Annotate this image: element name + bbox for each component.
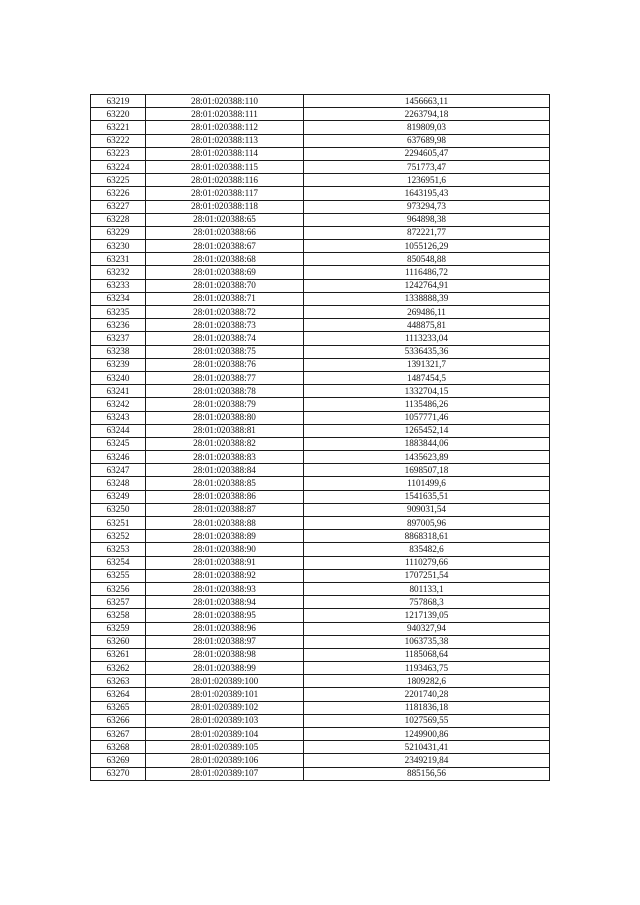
table-row (91, 332, 550, 345)
value-cell: 1883844,06 (304, 437, 550, 450)
table-row (91, 108, 550, 121)
table-row (91, 121, 550, 134)
table-row (91, 662, 550, 675)
row-number-cell: 63259 (91, 622, 146, 635)
table-row (91, 253, 550, 266)
cadastral-number-cell: 28:01:020388:88 (146, 517, 304, 530)
cadastral-number-cell: 28:01:020388:82 (146, 437, 304, 450)
table-row (91, 517, 550, 530)
value-cell: 269486,11 (304, 306, 550, 319)
cadastral-number-cell: 28:01:020388:99 (146, 662, 304, 675)
table-row (91, 609, 550, 622)
table-row (91, 240, 550, 253)
table-row (91, 437, 550, 450)
value-cell: 885156,56 (304, 767, 550, 780)
row-number-cell: 63260 (91, 635, 146, 648)
row-number-cell: 63258 (91, 609, 146, 622)
table-row (91, 95, 550, 108)
value-cell: 1217139,05 (304, 609, 550, 622)
value-cell: 964898,38 (304, 213, 550, 226)
value-cell: 1707251,54 (304, 569, 550, 582)
table-row (91, 292, 550, 305)
cadastral-number-cell: 28:01:020388:66 (146, 226, 304, 239)
table-row (91, 187, 550, 200)
table-row (91, 477, 550, 490)
cadastral-number-cell: 28:01:020388:65 (146, 213, 304, 226)
row-number-cell: 63235 (91, 306, 146, 319)
cadastral-number-cell: 28:01:020388:118 (146, 200, 304, 213)
table-row (91, 635, 550, 648)
value-cell: 5336435,36 (304, 345, 550, 358)
cadastral-number-cell: 28:01:020388:96 (146, 622, 304, 635)
table-row (91, 345, 550, 358)
row-number-cell: 63226 (91, 187, 146, 200)
table-row (91, 174, 550, 187)
row-number-cell: 63252 (91, 530, 146, 543)
row-number-cell: 63234 (91, 292, 146, 305)
cadastral-number-cell: 28:01:020388:117 (146, 187, 304, 200)
cadastral-number-cell: 28:01:020388:77 (146, 371, 304, 384)
table-row (91, 622, 550, 635)
value-cell: 1027569,55 (304, 714, 550, 727)
cadastral-number-cell: 28:01:020388:78 (146, 385, 304, 398)
row-number-cell: 63268 (91, 741, 146, 754)
row-number-cell: 63256 (91, 582, 146, 595)
table-row (91, 371, 550, 384)
table-row (91, 503, 550, 516)
row-number-cell: 63222 (91, 134, 146, 147)
cadastral-number-cell: 28:01:020389:105 (146, 741, 304, 754)
value-cell: 835482,6 (304, 543, 550, 556)
table-row (91, 596, 550, 609)
row-number-cell: 63266 (91, 714, 146, 727)
row-number-cell: 63261 (91, 648, 146, 661)
data-table (90, 94, 550, 781)
table-row (91, 648, 550, 661)
table-row (91, 688, 550, 701)
table-row (91, 306, 550, 319)
value-cell: 5210431,41 (304, 741, 550, 754)
value-cell: 1116486,72 (304, 266, 550, 279)
cadastral-number-cell: 28:01:020388:97 (146, 635, 304, 648)
value-cell: 2294605,47 (304, 147, 550, 160)
table-row (91, 424, 550, 437)
row-number-cell: 63270 (91, 767, 146, 780)
cadastral-number-cell: 28:01:020389:103 (146, 714, 304, 727)
cadastral-number-cell: 28:01:020388:69 (146, 266, 304, 279)
table-row (91, 543, 550, 556)
row-number-cell: 63227 (91, 200, 146, 213)
cadastral-number-cell: 28:01:020388:75 (146, 345, 304, 358)
value-cell: 8868318,61 (304, 530, 550, 543)
table-row (91, 451, 550, 464)
value-cell: 940327,94 (304, 622, 550, 635)
row-number-cell: 63223 (91, 147, 146, 160)
row-number-cell: 63231 (91, 253, 146, 266)
cadastral-number-cell: 28:01:020388:92 (146, 569, 304, 582)
value-cell: 1332704,15 (304, 385, 550, 398)
value-cell: 2349219,84 (304, 754, 550, 767)
row-number-cell: 63242 (91, 398, 146, 411)
row-number-cell: 63239 (91, 358, 146, 371)
table-row (91, 582, 550, 595)
cadastral-number-cell: 28:01:020388:67 (146, 240, 304, 253)
table-row (91, 411, 550, 424)
cadastral-number-cell: 28:01:020388:91 (146, 556, 304, 569)
row-number-cell: 63245 (91, 437, 146, 450)
row-number-cell: 63240 (91, 371, 146, 384)
row-number-cell: 63257 (91, 596, 146, 609)
cadastral-number-cell: 28:01:020388:89 (146, 530, 304, 543)
table-row (91, 714, 550, 727)
row-number-cell: 63238 (91, 345, 146, 358)
value-cell: 1809282,6 (304, 675, 550, 688)
value-cell: 1249900,86 (304, 728, 550, 741)
value-cell: 448875,81 (304, 319, 550, 332)
cadastral-number-cell: 28:01:020389:102 (146, 701, 304, 714)
table-row (91, 147, 550, 160)
row-number-cell: 63248 (91, 477, 146, 490)
cadastral-number-cell: 28:01:020389:107 (146, 767, 304, 780)
table-row (91, 569, 550, 582)
row-number-cell: 63264 (91, 688, 146, 701)
row-number-cell: 63236 (91, 319, 146, 332)
cadastral-number-cell: 28:01:020388:90 (146, 543, 304, 556)
table-row (91, 398, 550, 411)
cadastral-number-cell: 28:01:020388:81 (146, 424, 304, 437)
value-cell: 850548,88 (304, 253, 550, 266)
value-cell: 1487454,5 (304, 371, 550, 384)
value-cell: 909031,54 (304, 503, 550, 516)
table-row (91, 464, 550, 477)
cadastral-number-cell: 28:01:020388:70 (146, 279, 304, 292)
value-cell: 757868,3 (304, 596, 550, 609)
value-cell: 1698507,18 (304, 464, 550, 477)
cadastral-number-cell: 28:01:020388:114 (146, 147, 304, 160)
row-number-cell: 63220 (91, 108, 146, 121)
value-cell: 1236951,6 (304, 174, 550, 187)
cadastral-number-cell: 28:01:020388:112 (146, 121, 304, 134)
value-cell: 1391321,7 (304, 358, 550, 371)
cadastral-number-cell: 28:01:020388:115 (146, 160, 304, 173)
table-body (91, 95, 550, 781)
row-number-cell: 63255 (91, 569, 146, 582)
cadastral-number-cell: 28:01:020389:100 (146, 675, 304, 688)
table-row (91, 741, 550, 754)
row-number-cell: 63251 (91, 517, 146, 530)
row-number-cell: 63263 (91, 675, 146, 688)
cadastral-number-cell: 28:01:020388:87 (146, 503, 304, 516)
cadastral-number-cell: 28:01:020388:68 (146, 253, 304, 266)
row-number-cell: 63246 (91, 451, 146, 464)
value-cell: 819809,03 (304, 121, 550, 134)
cadastral-number-cell: 28:01:020388:80 (146, 411, 304, 424)
cadastral-number-cell: 28:01:020388:72 (146, 306, 304, 319)
value-cell: 1242764,91 (304, 279, 550, 292)
row-number-cell: 63269 (91, 754, 146, 767)
cadastral-number-cell: 28:01:020388:74 (146, 332, 304, 345)
table-row (91, 358, 550, 371)
table-row (91, 490, 550, 503)
row-number-cell: 63244 (91, 424, 146, 437)
row-number-cell: 63228 (91, 213, 146, 226)
row-number-cell: 63230 (91, 240, 146, 253)
table-row (91, 728, 550, 741)
value-cell: 1063735,38 (304, 635, 550, 648)
row-number-cell: 63253 (91, 543, 146, 556)
value-cell: 2263794,18 (304, 108, 550, 121)
value-cell: 1057771,46 (304, 411, 550, 424)
row-number-cell: 63247 (91, 464, 146, 477)
row-number-cell: 63232 (91, 266, 146, 279)
row-number-cell: 63243 (91, 411, 146, 424)
row-number-cell: 63221 (91, 121, 146, 134)
value-cell: 897005,96 (304, 517, 550, 530)
value-cell: 1643195,43 (304, 187, 550, 200)
value-cell: 751773,47 (304, 160, 550, 173)
row-number-cell: 63250 (91, 503, 146, 516)
value-cell: 872221,77 (304, 226, 550, 239)
table-row (91, 701, 550, 714)
value-cell: 1181836,18 (304, 701, 550, 714)
row-number-cell: 63224 (91, 160, 146, 173)
cadastral-number-cell: 28:01:020388:79 (146, 398, 304, 411)
value-cell: 2201740,28 (304, 688, 550, 701)
cadastral-number-cell: 28:01:020388:110 (146, 95, 304, 108)
value-cell: 1435623,89 (304, 451, 550, 464)
table-row (91, 556, 550, 569)
cadastral-number-cell: 28:01:020388:116 (146, 174, 304, 187)
cadastral-number-cell: 28:01:020388:76 (146, 358, 304, 371)
table-row (91, 754, 550, 767)
cadastral-number-cell: 28:01:020389:104 (146, 728, 304, 741)
value-cell: 637689,98 (304, 134, 550, 147)
cadastral-number-cell: 28:01:020388:113 (146, 134, 304, 147)
table-row (91, 266, 550, 279)
value-cell: 801133,1 (304, 582, 550, 595)
cadastral-number-cell: 28:01:020388:85 (146, 477, 304, 490)
value-cell: 1338888,39 (304, 292, 550, 305)
table-row (91, 226, 550, 239)
value-cell: 1185068,64 (304, 648, 550, 661)
row-number-cell: 63225 (91, 174, 146, 187)
value-cell: 1113233,04 (304, 332, 550, 345)
value-cell: 1193463,75 (304, 662, 550, 675)
table-row (91, 279, 550, 292)
value-cell: 1456663,11 (304, 95, 550, 108)
table-row (91, 213, 550, 226)
cadastral-number-cell: 28:01:020388:111 (146, 108, 304, 121)
cadastral-number-cell: 28:01:020388:71 (146, 292, 304, 305)
table-row (91, 530, 550, 543)
value-cell: 1101499,6 (304, 477, 550, 490)
cadastral-number-cell: 28:01:020388:93 (146, 582, 304, 595)
value-cell: 1135486,26 (304, 398, 550, 411)
table-row (91, 675, 550, 688)
value-cell: 1055126,29 (304, 240, 550, 253)
table-row (91, 319, 550, 332)
cadastral-number-cell: 28:01:020389:101 (146, 688, 304, 701)
cadastral-number-cell: 28:01:020388:73 (146, 319, 304, 332)
row-number-cell: 63262 (91, 662, 146, 675)
value-cell: 1541635,51 (304, 490, 550, 503)
cadastral-number-cell: 28:01:020388:86 (146, 490, 304, 503)
row-number-cell: 63241 (91, 385, 146, 398)
cadastral-number-cell: 28:01:020388:95 (146, 609, 304, 622)
table-row (91, 385, 550, 398)
row-number-cell: 63233 (91, 279, 146, 292)
row-number-cell: 63267 (91, 728, 146, 741)
row-number-cell: 63249 (91, 490, 146, 503)
value-cell: 1110279,66 (304, 556, 550, 569)
cadastral-number-cell: 28:01:020388:84 (146, 464, 304, 477)
value-cell: 1265452,14 (304, 424, 550, 437)
row-number-cell: 63237 (91, 332, 146, 345)
table-row (91, 160, 550, 173)
cadastral-number-cell: 28:01:020389:106 (146, 754, 304, 767)
cadastral-number-cell: 28:01:020388:94 (146, 596, 304, 609)
row-number-cell: 63219 (91, 95, 146, 108)
row-number-cell: 63229 (91, 226, 146, 239)
row-number-cell: 63254 (91, 556, 146, 569)
table-row (91, 767, 550, 780)
row-number-cell: 63265 (91, 701, 146, 714)
table-row (91, 134, 550, 147)
table-row (91, 200, 550, 213)
cadastral-number-cell: 28:01:020388:98 (146, 648, 304, 661)
cadastral-number-cell: 28:01:020388:83 (146, 451, 304, 464)
value-cell: 973294,73 (304, 200, 550, 213)
